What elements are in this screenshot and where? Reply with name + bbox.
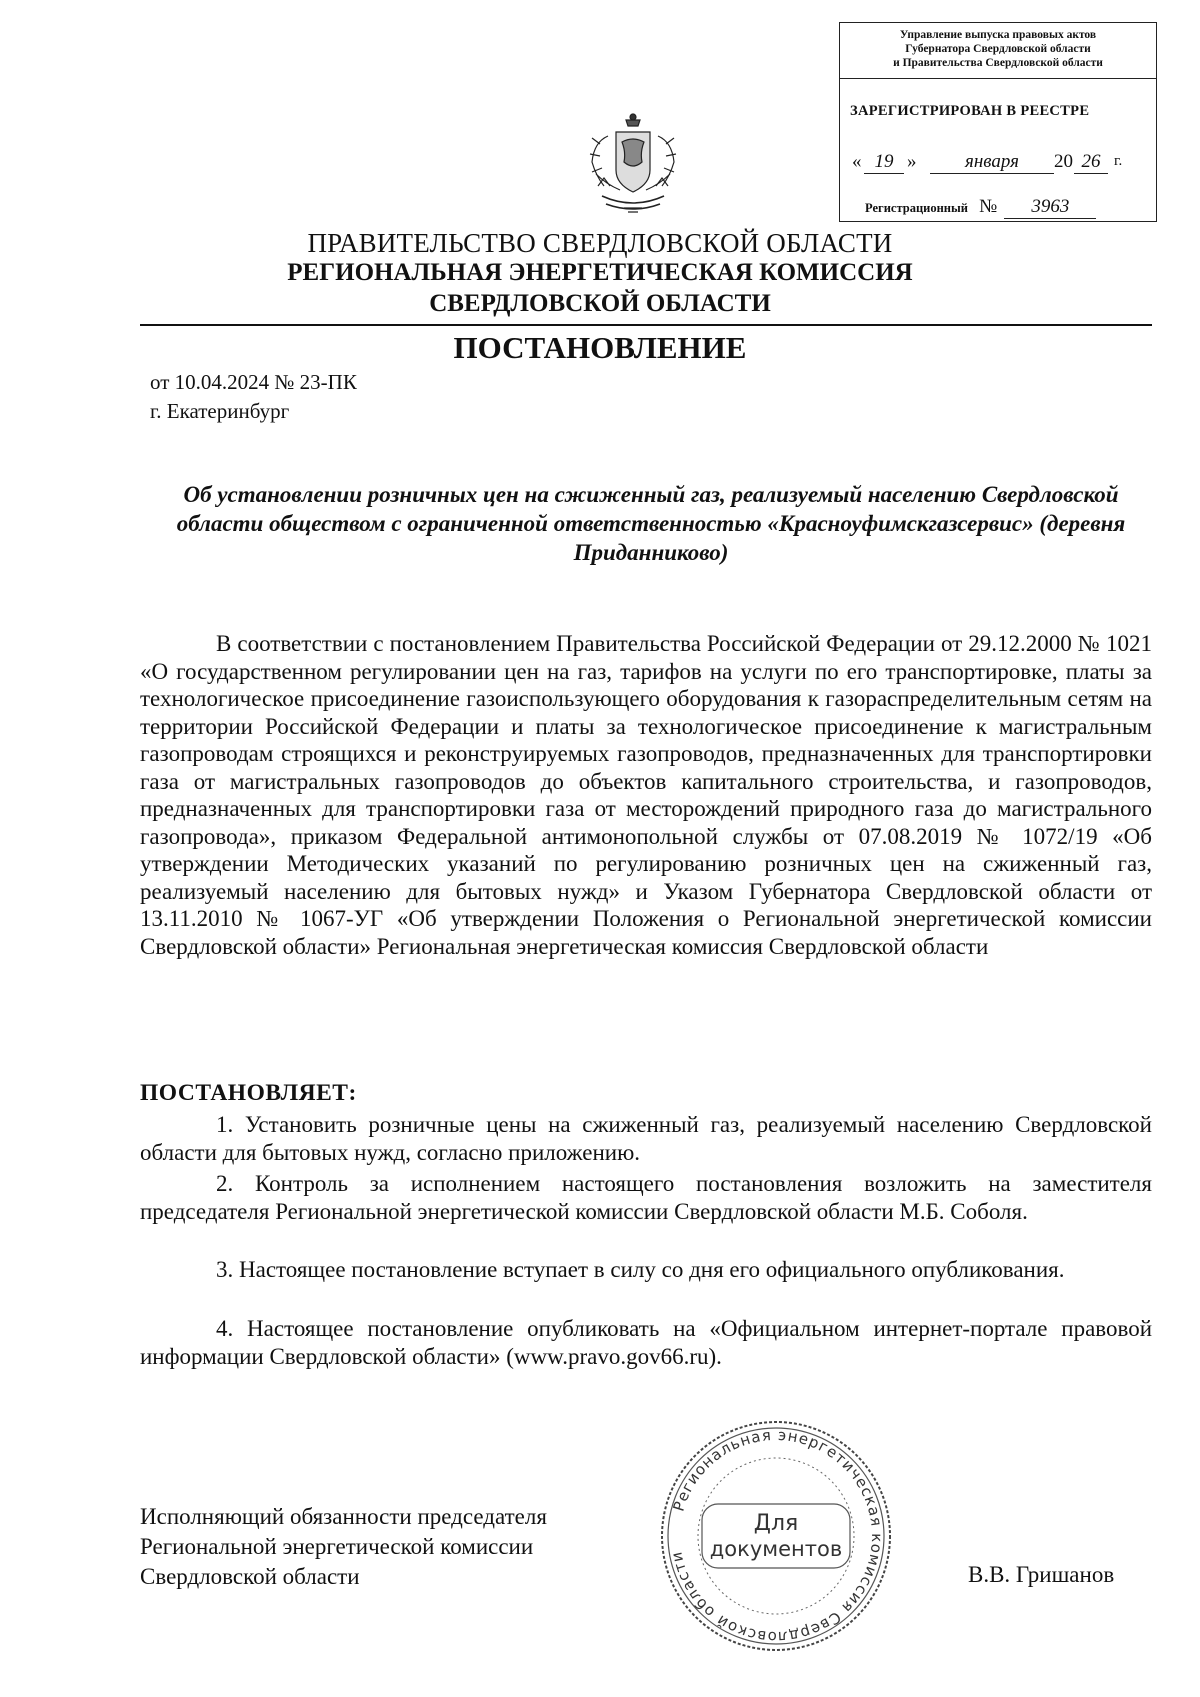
header-divider [140, 324, 1152, 326]
seal-center-line2: документов [709, 1537, 843, 1561]
registration-stamp-header [840, 23, 1156, 79]
registration-header-line: Управление выпуска правовых актов [899, 29, 1097, 41]
registration-year-prefix: 20 [1054, 151, 1073, 172]
document-type: ПОСТАНОВЛЕНИЕ [453, 330, 747, 365]
decree-item: 3. Настоящее постановление вступает в силу со дня его официального опубликования. [216, 1257, 1065, 1282]
coat-of-arms-icon [578, 112, 688, 220]
signer-position-line: Исполняющий обязанности председателя [140, 1504, 547, 1529]
decree-item: 4. Настоящее постановление опубликовать на «Официальном интернет-портале правовой информации Свердловской области» (www.pravo.gov66.ru). [140, 1316, 1152, 1369]
registration-header-line: и Правительства Свердловской области [893, 57, 1103, 69]
registration-year-abbr: г. [1114, 153, 1123, 169]
registered-label: ЗАРЕГИСТРИРОВАН В РЕЕСТРЕ [850, 103, 1090, 119]
signer-position-line: Региональной энергетической комиссии [140, 1534, 534, 1559]
signer-position [140, 1502, 547, 1592]
registration-month: января [930, 151, 1054, 174]
government-name: ПРАВИТЕЛЬСТВО СВЕРДЛОВСКОЙ ОБЛАСТИ [307, 228, 893, 258]
document-date-number: от 10.04.2024 № 23-ПК [150, 370, 357, 394]
registration-number: 3963 [1004, 196, 1096, 219]
seal-ring-text: Региональная энергетическая комиссия Свердловской области [667, 1425, 887, 1647]
preamble-paragraph: В соответствии с постановлением Правительства Российской Федерации от 29.12.2000 № 1021 «О государственном регулировании цен на газ, тарифов на услуги по его транспортировке, платы за технологическое присоединение газоиспользующего оборудования к газораспределительным сетям на территории Российской Федерации и платы за технологическое присоединение к магистральным газопроводам строящихся и реконструируемых газопроводов, предназначенных для транспортировки газа от магистральных газопроводов до объектов капитального строительства, и газопроводов, предназначенных для транспортировки газа от месторождений природного газа до магистрального газопровода», приказом Федеральной антимонопольной службы от 07.08.2019 № 1072/19 «Об утверждении Методических указаний по регулированию розничных цен на сжиженный газ, реализуемый населению для бытовых нужд» и Указом Губернатора Свердловской области от 13.11.2010 № 1067-УГ «Об утверждении Положения о Региональной энергетической комиссии Свердловской области» Региональная энергетическая комиссия Свердловской области [140, 631, 1152, 959]
registration-open-quote: « [852, 151, 862, 172]
signer-position-line: Свердловской области [140, 1564, 360, 1589]
document-title: Об установлении розничных цен на сжиженный газ, реализуемый населению Свердловской области обществом с ограниченной ответственностью «Красноуфимскгазсервис» (деревня Приданниково) [176, 482, 1126, 565]
registration-close-quote: » [907, 151, 917, 172]
document-city: г. Екатеринбург [150, 399, 290, 423]
registration-number-sign: № [979, 196, 998, 217]
commission-name-line1: РЕГИОНАЛЬНАЯ ЭНЕРГЕТИЧЕСКАЯ КОМИССИЯ [287, 259, 913, 286]
decree-word: ПОСТАНОВЛЯЕТ: [140, 1080, 357, 1106]
official-seal [658, 1418, 894, 1654]
decree-item: 1. Установить розничные цены на сжиженный газ, реализуемый населению Свердловской области для бытовых нужд, согласно приложению. [140, 1112, 1152, 1165]
signer-name: В.В. Гришанов [968, 1562, 1115, 1587]
registration-year-suffix: 26 [1074, 151, 1108, 174]
decree-item: 2. Контроль за исполнением настоящего постановления возложить на заместителя председателя Региональной энергетической комиссии Свердловской области М.Б. Соболя. [140, 1171, 1152, 1224]
registration-header-line: Губернатора Свердловской области [905, 43, 1091, 55]
registration-stamp [839, 22, 1157, 222]
seal-center-line1: Для [753, 1511, 799, 1536]
registration-number-label: Регистрационный [865, 201, 968, 215]
registration-day: 19 [864, 151, 904, 174]
registration-number-row [865, 196, 1096, 219]
commission-name-line2: СВЕРДЛОВСКОЙ ОБЛАСТИ [429, 290, 771, 317]
